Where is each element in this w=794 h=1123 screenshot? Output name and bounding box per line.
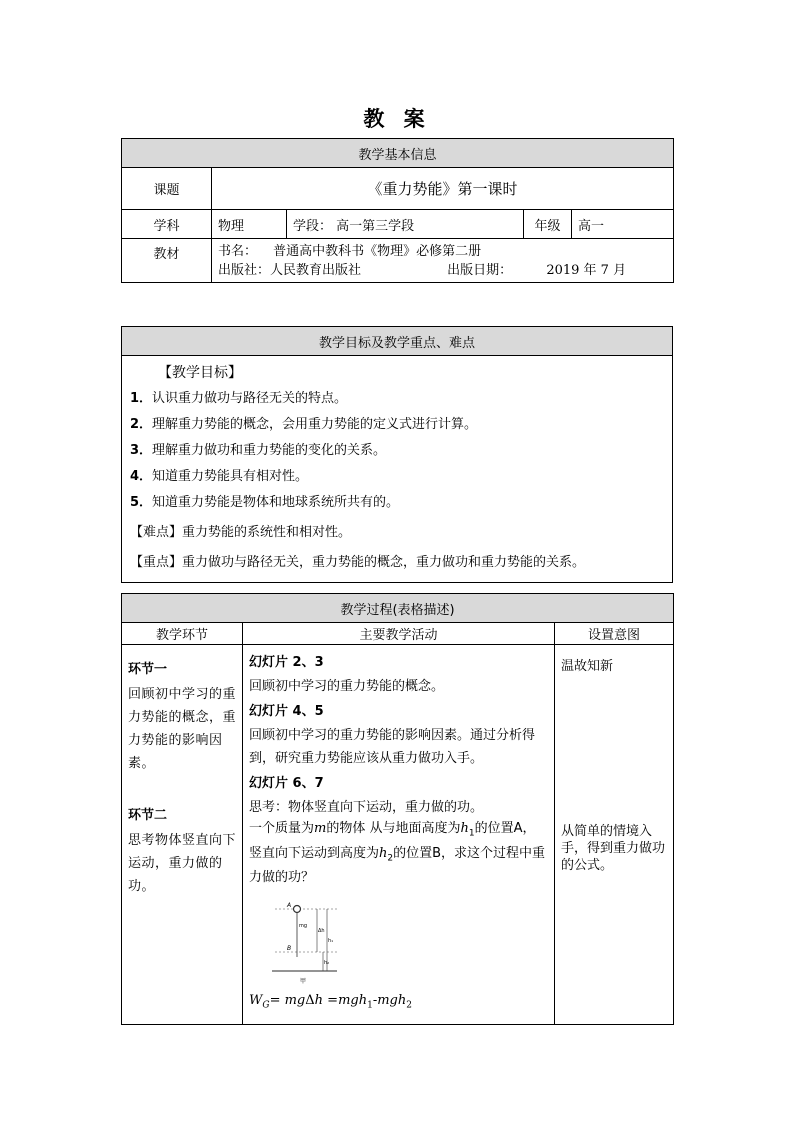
basic-info-table [121,138,674,283]
basic-info-header: 教学基本信息 [122,139,674,168]
figure-caption: 甲 [300,978,307,986]
step1-title: 环节一 [128,662,168,677]
steps-cell [122,645,243,1025]
col-activity-header: 主要教学活动 [243,623,555,645]
book-label: 书名： [218,244,258,259]
purpose-cell [555,645,674,1025]
key-label: 【重点】 [130,555,183,570]
falling-object-figure [267,897,357,987]
figure-label-a: A [287,902,292,910]
goal-item: 5．知道重力势能是物体和地球系统所共有的。 [130,495,400,510]
book-value: 普通高中教科书《物理》必修第二册 [273,244,482,259]
goal-item: 3．理解重力做功和重力势能的变化的关系。 [130,443,387,458]
date-value: 2019 年 7 月 [546,263,627,278]
step2-title: 环节二 [128,808,168,823]
stage-cell [287,210,524,239]
material-cell [212,239,674,283]
purpose-1: 温故知新 [561,659,614,674]
work-formula: $W_G= mg\Delta h =mgh_1-mgh_2$ [249,993,412,1011]
step2-text: 思考物体竖直向下运动，重力做的功。 [128,833,237,894]
goal-item: 4．知道重力势能具有相对性。 [130,469,309,484]
subject-label: 学科 [122,210,212,239]
topic-label: 课题 [122,168,212,210]
goal-item: 2．理解重力势能的概念，会用重力势能的定义式进行计算。 [130,417,478,432]
difficulty-line [130,520,664,546]
figure-label-dh: Δh [318,928,325,935]
key-line [130,550,664,576]
slide-text-1: 回顾初中学习的重力势能的概念。 [249,679,445,694]
subject-value: 物理 [212,210,287,239]
page-title: 教 案 [363,106,431,131]
grade-label: 年级 [524,210,572,239]
stage-value: 高一第三学段 [336,218,415,234]
slide-label-2: 幻灯片 4、5 [249,704,324,719]
grade-value: 高一 [572,210,674,239]
problem-text: 一个质量为m的物体 从与地面高度为$h_1$的位置A，竖直向下运动到高度为$h_2$的位置B，求这个过程中重力做的功？ [249,821,546,886]
date-label: 出版日期： [447,263,513,278]
difficulty-label: 【难点】 [130,525,183,540]
slide-text-3: 思考：物体竖直向下运动，重力做的功。 [249,800,484,815]
material-label: 教材 [122,239,212,283]
slide-text-2: 回顾初中学习的重力势能的影响因素。通过分析得到，研究重力势能应该从重力做功入手。 [249,728,536,766]
goals-table [121,326,673,583]
goal-item: 1．认识重力做功与路径无关的特点。 [130,391,348,406]
goals-body [122,356,673,583]
figure-label-h1: h₁ [328,938,334,945]
process-table [121,593,674,1025]
stage-label: 学段： [293,218,333,234]
publisher: 出版社：人民教育出版社 [218,263,362,278]
goals-header: 教学目标及教学重点、难点 [122,327,673,356]
figure-label-h2: h₂ [324,960,330,967]
col-step-header: 教学环节 [122,623,243,645]
purpose-2: 从简单的情境入手，得到重力做功的公式。 [561,824,666,873]
figure-label-b: B [287,945,292,953]
slide-label-3: 幻灯片 6、7 [249,776,324,791]
goal-title: 【教学目标】 [158,365,242,381]
process-header: 教学过程(表格描述) [122,594,674,623]
slide-label-1: 幻灯片 2、3 [249,655,324,670]
col-purpose-header: 设置意图 [555,623,674,645]
difficulty-text: 重力势能的系统性和相对性。 [182,525,352,540]
step1-text: 回顾初中学习的重力势能的概念，重力势能的影响因素。 [128,687,237,771]
figure-label-mg: mg [299,923,308,930]
key-text: 重力做功与路径无关，重力势能的概念，重力做功和重力势能的关系。 [182,555,586,570]
activity-cell [243,645,555,1025]
topic-value: 《重力势能》第一课时 [212,168,674,210]
